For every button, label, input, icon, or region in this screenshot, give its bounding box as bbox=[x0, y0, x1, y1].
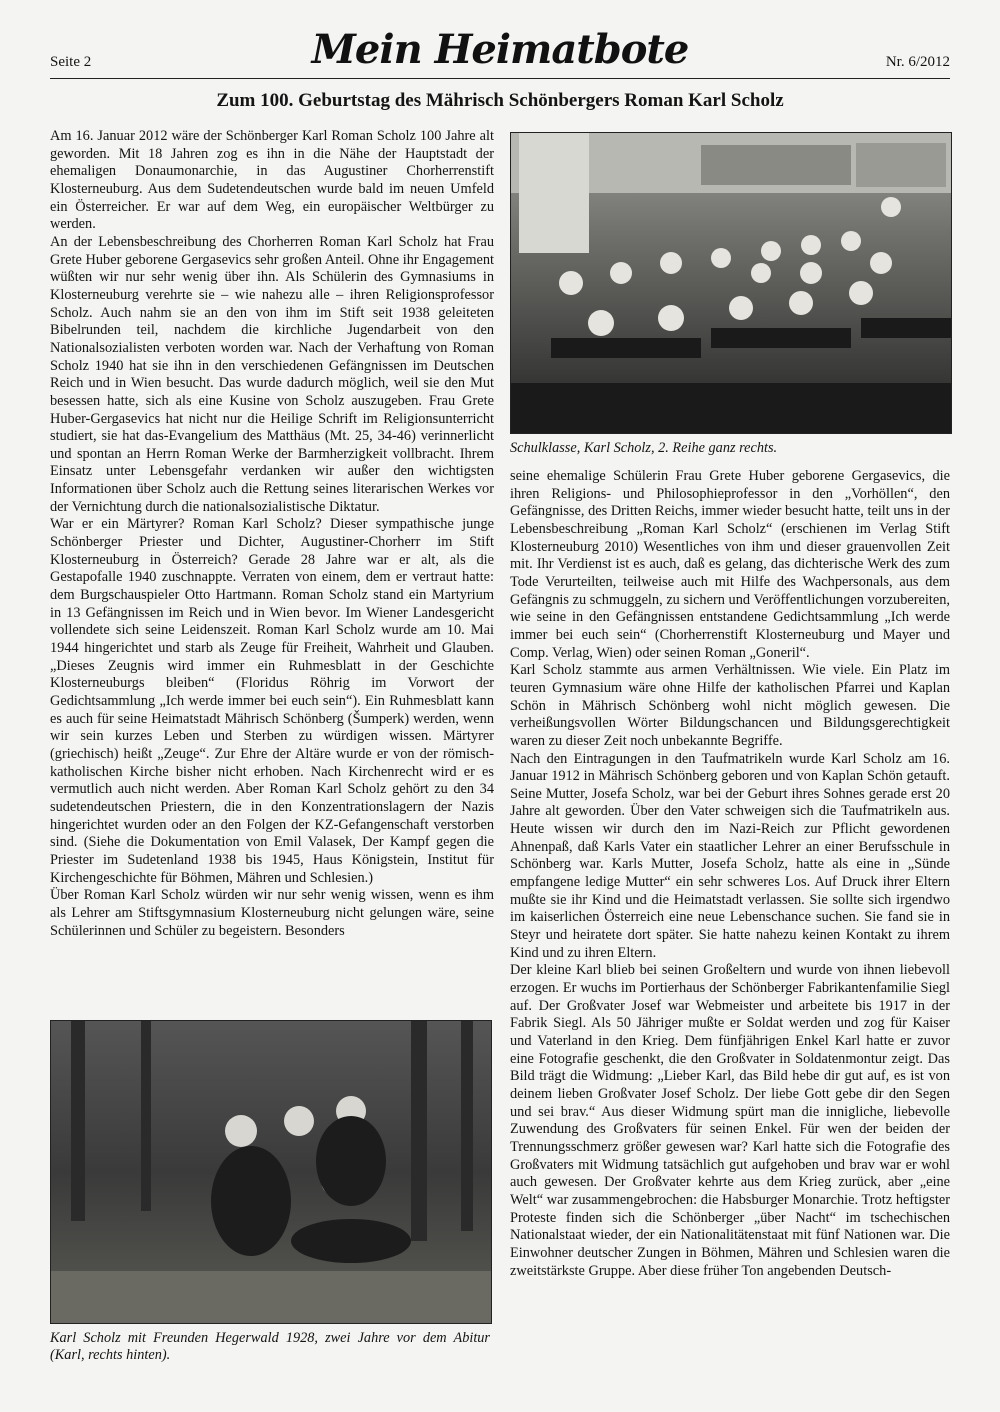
header-rule bbox=[50, 78, 950, 79]
friends-caption: Karl Scholz mit Freunden Hegerwald 1928, zwei Jahre vor dem Abitur (Karl, rechts hinten). bbox=[50, 1330, 490, 1363]
article-title: Zum 100. Geburtstag des Mährisch Schönbergers Roman Karl Scholz bbox=[216, 90, 784, 111]
classroom-caption: Schulklasse, Karl Scholz, 2. Reihe ganz rechts. bbox=[510, 440, 778, 456]
masthead-logo: Mein Heimatbote bbox=[311, 26, 689, 73]
classroom-photo bbox=[510, 132, 952, 434]
page-number: Seite 2 bbox=[50, 54, 92, 70]
paragraph: Der kleine Karl blieb bei seinen Großeltern und wurde von ihnen liebevoll erzogen. Er wuchs im Portierhaus der Schönberger Fabrikantenfamilie Siegl auf. Der Großvater Josef war Webmeister und arbeitete bis 1917 in der Fabrik Siegl. Als 50 Jähriger mußte er Soldat werden und zog für Kaiser und Vaterland in den Krieg. Dem fünfjährigen Enkel Karl hatte er zuvor eine Fotografie geschenkt, die den Großvater in Soldatenmontur zeigt. Das Bild trägt die Widmung: „Lieber Karl, das Bild hebe dir gut auf, es ist von deinem lieben Großvater Josef Scholz. Der liebe Gott gebe dir den Segen und sei brav.“ Aus dieser Widmung spürt man die innigliche, liebevolle Zuwendung des Großvaters für seinen Enkel. Für wen der beiden der Trennungsschmerz größer gewesen war? Karl hatte sich die Fotografie des Großvaters mit Widmung tatsächlich gut aufgehoben und brav war er wohl auch gewesen. Der Großvater kehrte aus dem Krieg zurück, aber „eine Welt“ war zusammengebrochen: die Habsburger Monarchie. Trotz heftigster Proteste finden sich die Schönberger „über Nacht“ im tschechischen Nationalstaat wieder, der ein Nationalitätenstaat mit fünf Nationen war. Die Einwohner deutscher Zungen in Böhmen, Mähren und Schlesien waren die zweitstärkste Gruppe. Aber diese früher Ton angebenden Deutsch- bbox=[510, 962, 950, 1279]
paragraph: Nach den Eintragungen in den Taufmatrikeln wurde Karl Scholz am 16. Januar 1912 in Mährisch Schönberg geboren und von Kaplan Schön getauft. Seine Mutter, Josefa Scholz, war bei der Geburt ihres Sohnes gerade erst 20 Jahre alt geworden. Über den Vater schweigen sich die Taufmatrikeln aus. Heute wissen wir durch den im Nazi-Reich zur Pflicht gewordenen Ahnenpaß, daß Karls Vater ein staatlicher Lehrer an einer Berufsschule in Schönberg war. Karls Mutter, Josefa Scholz, hatte als eine in „Sünde empfangene ledige Mutter“ ein sehr schweres Los. Auf Druck ihrer Eltern mußte sie ihr Kind und die Heimatstadt verlassen. Sie sollte sich irgendwo im kaiserlichen Österreich eine neue Lebenschance suchen. Sie fand sie in Steyr und heiratete dort später. Sie hatte nahezu keinen Kontakt zu ihrem Kind und zu ihren Eltern. bbox=[510, 750, 950, 961]
paragraph: War er ein Märtyrer? Roman Karl Scholz? Dieser sympathische junge Schönberger Priester und Dichter, Augustiner-Chorherr im Stift Klosterneuburg in Österreich? Gerade 28 Jahre war er alt, als die Gestapofalle 1940 zuschnappte. Verraten von einem, dem er vertraut hatte: dem Burgschauspieler Otto Hartmann. Roman Scholz stand ein Martyrium in 13 Gefängnissen im Reich und in Wien bevor. Im Wiener Landesgericht vollendete sich seine Leidenszeit. Roman Karl Scholz wurde am 10. Mai 1944 hingerichtet und starb als Zeuge für Freiheit, Wahrheit und Glauben. „Dieses Zeugnis wird immer ein Ruhmesblatt in der Geschichte Klosterneuburgs bleiben“ (Floridus Röhrig im Vorwort der Gedichtsammlung „Ich werde immer bei euch sein“). Ein Ruhmesblatt kann es auch für seine Heimatstadt Mährisch Schönberg (Šumperk) werden, wenn wir sein kurzes Leben und Sterben zu würdigen wissen. Märtyrer (griechisch) heißt „Zeuge“. Zur Ehre der Altäre wurde er von der römisch-katholischen Kirche bisher nicht erhoben. Nach Kirchenrecht wird er es vermutlich auch nicht werden. Aber Roman Karl Scholz gehört zu den 34 sudetendeutschen Priestern, die in den Konzentrationslagern der Nazis hingerichtet wurden oder an den Folgen der KZ-Gefangenschaft verstorben sind. (Siehe die Dokumentation von Emil Valasek, Der Kampf gegen die Priester im Sudetenland 1938 bis 1945, Haus Königstein, Institut für Kirchengeschichte für Böhmen, Mähren und Schlesien.) bbox=[50, 516, 494, 886]
friends-photo bbox=[50, 1020, 492, 1324]
paragraph: Über Roman Karl Scholz würden wir nur sehr wenig wissen, wenn es ihm als Lehrer am Stiftsgymnasium Klosterneuburg nicht gelungen wäre, seine Schülerinnen und Schüler zu begeistern. Besonders bbox=[50, 887, 494, 939]
issue-number: Nr. 6/2012 bbox=[885, 54, 950, 70]
paragraph: Karl Scholz stammte aus armen Verhältnissen. Wie viele. Ein Platz im teuren Gymnasium wäre ohne Hilfe der katholischen Pfarrei und Kaplan Schön in Mährisch Schönberg wohl nicht möglich gewesen. Die verheißungsvollen Wörter Bildungschancen und Bildungsgerechtigkeit waren zu dieser Zeit noch unbekannte Begriffe. bbox=[510, 662, 950, 749]
right-column bbox=[510, 468, 950, 1378]
left-column bbox=[50, 128, 494, 1008]
paragraph: An der Lebensbeschreibung des Chorherren Roman Karl Scholz hat Frau Grete Huber geborene Gergasevics sehr großen Anteil. Ohne ihr Engagement wüßten wir nur sehr wenig über ihn. Als Schülerin des Gymnasiums in Klosterneuburg verehrte sie – wie nahezu alle – ihren Religionsprofessor Scholz. Auch nahm sie an den von ihm im Stift seit 1938 geleiteten Bibelrunden teil, nachdem die kirchliche Jugendarbeit von den Nationalsozialisten verboten worden war. Nach der Verhaftung von Roman Scholz 1940 hat sie ihn in den verschiedenen Gefängnissen im Deutschen Reich und in Wien besucht. Das wurde dadurch möglich, weil sie den Mut besessen hatte, sich als eine Kusine von Scholz auszugeben. Frau Grete Huber-Gergasevics hat nicht nur die Heilige Schrift im Religionsunterricht studiert, sie hat das-Evangelium des Matthäus (Mt. 25, 34-46) verinnerlicht und spontan an Herrn Roman Werke der Barmherzigkeit vollbracht. Ihrem Einsatz unter Lebensgefahr verdanken wir außer den wichtigsten Informationen über Scholz auch die Rettung seines literarischen Werkes vor der Vernichtung durch die nationalsozialistische Diktatur. bbox=[50, 233, 494, 515]
paragraph: seine ehemalige Schülerin Frau Grete Huber geborene Gergasevics, die ihren Religions- und Philosophieprofessor in den „Vorhöllen“, den Gefängnisse, des Dritten Reichs, immer wieder besucht hatte, teilt uns in der Lebensbeschreibung „Roman Karl Scholz“ (erschienen im Verlag Stift Klosterneuburg 2010) Wesentliches von ihm und dieser grauenvollen Zeit mit. Ihr Verdienst ist es auch, daß es gelang, das dichterische Werk des zum Tode Verurteilten, teilweise auch mit Hilfe des Wachpersonals, aus dem Gefängnis zu schmuggeln, zu sichern und Veröffentlichungen vorzubereiten, wie seine in den Gefängnissen entstandene Gedichtsammlung „Ich werde immer bei euch sein“ (Chorherrenstift Klosterneuburg und Mayer und Comp. Verlag, Wien) oder seinen Roman „Goneril“. bbox=[510, 468, 950, 661]
paragraph: Am 16. Januar 2012 wäre der Schönberger Karl Roman Scholz 100 Jahre alt geworden. Mit 18 Jahren zog es ihn in die Nähe der Hauptstadt der ehemaligen Donaumonarchie, in das Augustiner Chorherrenstift Klosterneuburg. Aus dem Sudetendeutschen wurde bald im neuen Umfeld ein Österreicher. Er war auf dem Weg, ein europäischer Weltbürger zu werden. bbox=[50, 128, 494, 233]
